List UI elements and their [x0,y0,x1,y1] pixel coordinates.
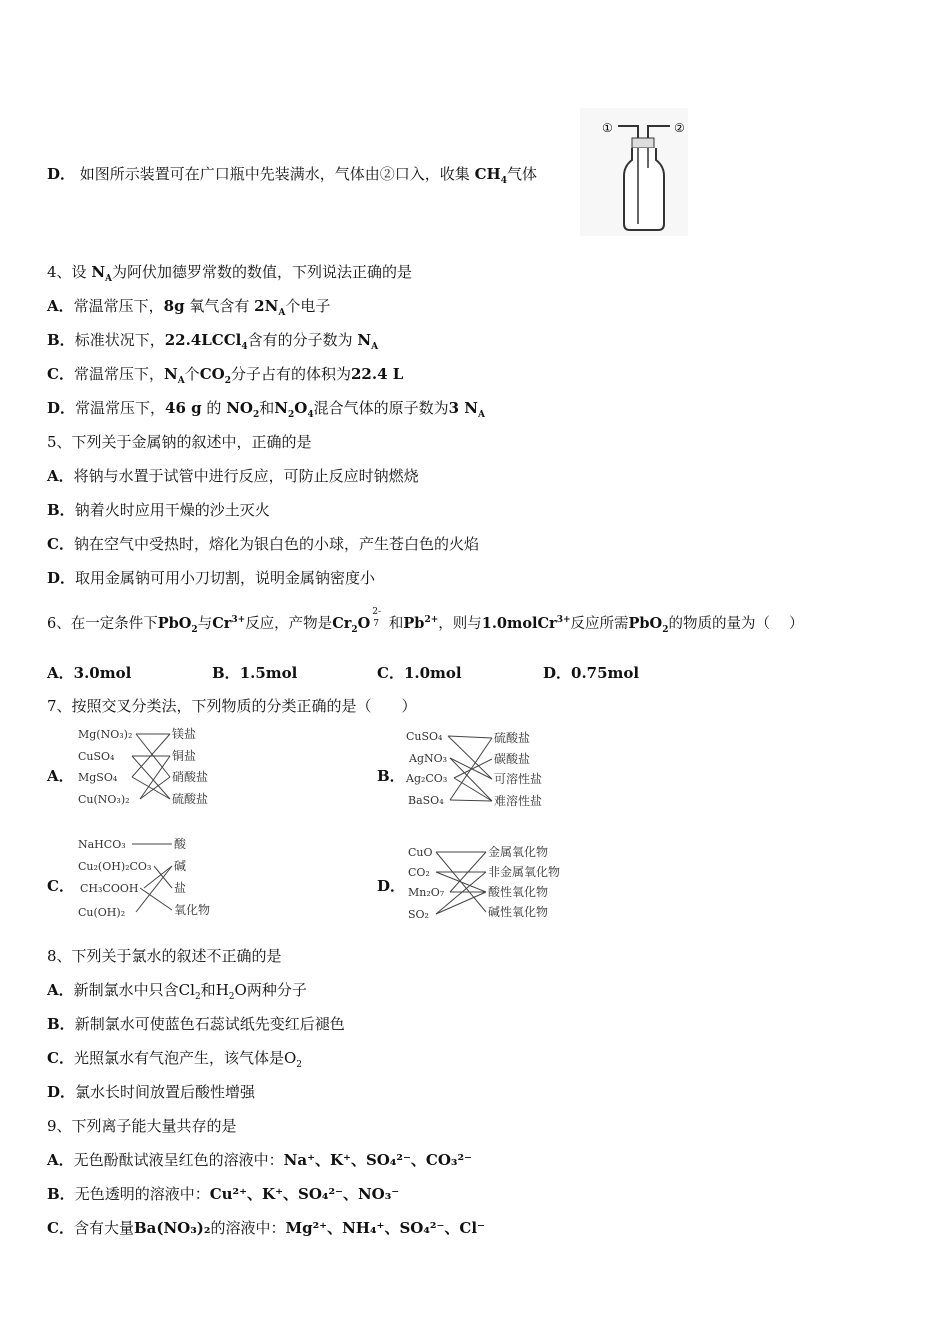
gas-bottle-svg [580,108,688,236]
text: 两种分子 [246,981,307,999]
q6-option-d [543,662,639,683]
option-label: A． [47,467,74,485]
option-label: B． [47,1185,75,1203]
text: 含有的分子数为 [247,331,353,349]
subscript: A [278,308,286,318]
port-2-label: ② [674,121,685,135]
value: O [294,399,308,417]
q9-option-b [47,1184,399,1204]
q4-option-b [47,330,378,350]
q9-stem: 9、下列离子能大量共存的是 [47,1117,237,1135]
q8-option-c [47,1048,302,1068]
option-text: 钠着火时应用干燥的沙土灭火 [74,501,270,519]
left-item: SO₂ [408,908,429,921]
value: N [274,399,288,417]
left-item: CuSO₄ [78,750,115,763]
superscript: 2+ [424,615,439,626]
ions: Na⁺、K⁺、SO₄²⁻、CO₃²⁻ [283,1151,472,1169]
formula: Pb [403,615,425,632]
q7-diagram-c [76,834,226,928]
option-label: A． [47,297,74,315]
right-item: 盐 [174,881,187,895]
stem-tail: 为阿伏加德罗常数的数值，下列说法正确的是 [112,263,413,281]
formula: O [283,1049,297,1067]
option-label: A． [47,664,74,682]
formula: Cr [332,615,352,632]
superscript: 2- [372,607,382,617]
option-value: 0.75mol [571,664,640,682]
q3-option-d [47,164,537,184]
option-text: 如图所示装置可在广口瓶中先装满水，气体由②口入，收集 [79,165,470,183]
text: 和 [200,981,216,999]
option-text: 氯水长时间放置后酸性增强 [75,1083,256,1101]
option-value: 1.0mol [403,664,462,682]
q7-option-b-label: B． [377,767,405,785]
right-item: 碳酸盐 [494,752,531,766]
formula: H [215,981,229,999]
left-item: CuSO₄ [406,730,443,743]
text: 个电子 [285,297,331,315]
option-label: C． [47,365,74,383]
option-label: D． [47,165,76,183]
value: CO [199,365,225,383]
left-item: Ag₂CO₃ [406,772,448,785]
right-item: 铜盐 [172,749,197,763]
left-item: AgNO₃ [409,752,448,765]
left-item: Mn₂O₇ [408,886,445,899]
value: 8g [163,297,185,315]
q6-stem [47,607,804,635]
text: 常温常压下， [73,365,164,383]
formula: PbO [628,615,663,632]
text: 无色透明的溶液中： [74,1185,210,1203]
text: 分子占有的体积为 [230,365,351,383]
text: 光照氯水有气泡产生，该气体是 [73,1049,284,1067]
option-label: D． [47,569,76,587]
formula: Cr [212,615,232,632]
formula: O [234,981,247,999]
subscript: 2 [191,624,198,635]
q8-option-d [47,1082,255,1102]
value: 22.4 L [350,365,404,383]
text: 的 [206,399,222,417]
q9-option-c [47,1218,485,1238]
subscript: 2 [252,410,260,420]
q4-option-a [47,296,330,316]
formula: CH [474,165,501,183]
option-text: 取用金属钠可用小刀切割，说明金属钠密度小 [75,569,376,587]
right-item: 酸性氧化物 [488,885,549,899]
left-item: Cu(NO₃)₂ [78,793,130,806]
subscript: 2 [296,1060,303,1070]
right-item: 难溶性盐 [494,794,543,808]
text: 反应所需 [570,616,629,632]
q6-option-a [47,662,131,683]
formula: Ba(NO₃)₂ [133,1219,211,1237]
text: 无色酚酞试液呈红色的溶液中： [73,1151,284,1169]
subscript: A [105,274,113,284]
q8-stem: 8、下列关于氯水的叙述不正确的是 [47,947,282,965]
option-label: C． [47,535,74,553]
left-item: MgSO₄ [78,771,118,784]
option-label: D． [543,664,572,682]
left-item: NaHCO₃ [78,838,126,851]
text: ，则与 [438,616,482,632]
value: N [163,365,178,383]
q7-stem: 7、按照交叉分类法，下列物质的分类正确的是（ ） [47,697,417,715]
formula: Cl [178,981,195,999]
right-item: 碱 [174,859,187,873]
left-item: BaSO₄ [408,794,444,807]
q5-stem: 5、下列关于金属钠的叙述中，正确的是 [47,433,312,451]
value: 3 N [448,399,478,417]
superscript: 3+ [556,615,571,626]
formula: O [357,615,371,632]
q7-option-d-label: D． [377,877,406,895]
subscript: 4 [241,342,248,352]
subscript: 2 [662,624,669,635]
subscript: 2 [228,992,235,1002]
option-label: D． [47,1083,76,1101]
q7-option-a-label: A． [47,767,74,785]
q9-option-a [47,1150,472,1170]
q6-option-c [377,662,462,683]
right-item: 硝酸盐 [172,770,209,784]
text: 常温常压下， [75,399,166,417]
q8-option-a [47,980,307,1000]
option-text: 钠在空气中受热时，熔化为银白色的小球，产生苍白色的火焰 [73,535,479,553]
right-item: 硫酸盐 [494,731,531,745]
subscript: A [371,342,379,352]
text: 混合气体的原子数为 [313,399,449,417]
value: 46 g [165,399,202,417]
text: 和 [388,616,404,632]
port-1-label: ① [602,121,613,135]
q7-diagram-b [404,724,564,818]
subscript: 2 [194,992,201,1002]
option-tail: 气体 [506,165,537,183]
option-label: B． [212,664,240,682]
subscript: 2 [351,624,358,635]
ions: Mg²⁺、NH₄⁺、SO₄²⁻、Cl⁻ [285,1219,485,1237]
right-item: 金属氧化物 [488,845,549,859]
q5-option-b [47,500,270,520]
left-item: Cu₂(OH)₂CO₃ [78,860,152,873]
option-label: A． [47,981,74,999]
option-label: D． [47,399,76,417]
right-item: 非金属氧化物 [488,865,561,879]
text: 个 [184,365,200,383]
stem-text: 6、在一定条件下 [47,616,158,632]
text: 的物质的量为（ ） [668,616,804,632]
formula: 1.0molCr [481,615,557,632]
option-value: 1.5mol [239,664,298,682]
text: 标准状况下， [74,331,165,349]
left-item: Mg(NO₃)₂ [78,728,133,741]
text: 的溶液中： [210,1219,286,1237]
subscript: 2 [224,376,231,386]
q6-option-b [212,662,297,683]
q5-option-c [47,534,479,554]
text: 反应，产物是 [245,616,333,632]
subscript: A [477,410,485,420]
option-label: C． [47,1049,74,1067]
stem-text: 4、设 [47,263,92,281]
option-label: B． [47,1015,75,1033]
right-item: 碱性氧化物 [488,905,549,919]
q7-option-c-label: C． [47,877,74,895]
right-item: 硫酸盐 [172,792,209,806]
value: NO [226,399,253,417]
q4-stem [47,262,412,282]
formula: PbO [157,615,192,632]
formula: N [91,263,106,281]
option-text: 将钠与水置于试管中进行反应，可防止反应时钠燃烧 [73,467,419,485]
right-item: 可溶性盐 [494,772,543,786]
ions: Cu²⁺、K⁺、SO₄²⁻、NO₃⁻ [209,1185,400,1203]
right-item: 酸 [174,837,187,851]
text: 氧气含有 [189,297,250,315]
q7-diagram-d [404,838,564,932]
text: 新制氯水中只含 [73,981,179,999]
option-label: C． [47,1219,74,1237]
option-value: 3.0mol [73,664,132,682]
right-item: 镁盐 [172,727,197,741]
left-item: CH₃COOH [80,882,139,895]
subscript: 2 [287,410,295,420]
text: 常温常压下， [73,297,164,315]
value: 22.4LCCl [164,331,242,349]
q7-diagram-a [74,724,224,818]
q8-option-b [47,1014,345,1034]
superscript: 3+ [231,615,246,626]
value: 2N [254,297,279,315]
gas-bottle-diagram [580,108,688,236]
q4-option-d [47,398,485,418]
right-item: 氧化物 [174,903,211,917]
text: 含有大量 [73,1219,134,1237]
value: N [357,331,372,349]
left-item: CO₂ [408,866,430,879]
option-text: 新制氯水可使蓝色石蕊试纸先变红后褪色 [74,1015,345,1033]
subscript: A [177,376,185,386]
text: 与 [197,616,213,632]
left-item: CuO [408,846,433,859]
q5-option-a [47,466,419,486]
subscript: 4 [307,410,314,420]
option-label: B． [47,501,75,519]
left-item: Cu(OH)₂ [78,906,126,919]
option-label: A． [47,1151,74,1169]
option-label: C． [377,664,404,682]
q5-option-d [47,568,375,588]
q4-option-c [47,364,403,384]
subscript: 4 [500,176,507,186]
option-label: B． [47,331,75,349]
text: 和 [259,399,275,417]
subscript: 7 [373,619,380,629]
